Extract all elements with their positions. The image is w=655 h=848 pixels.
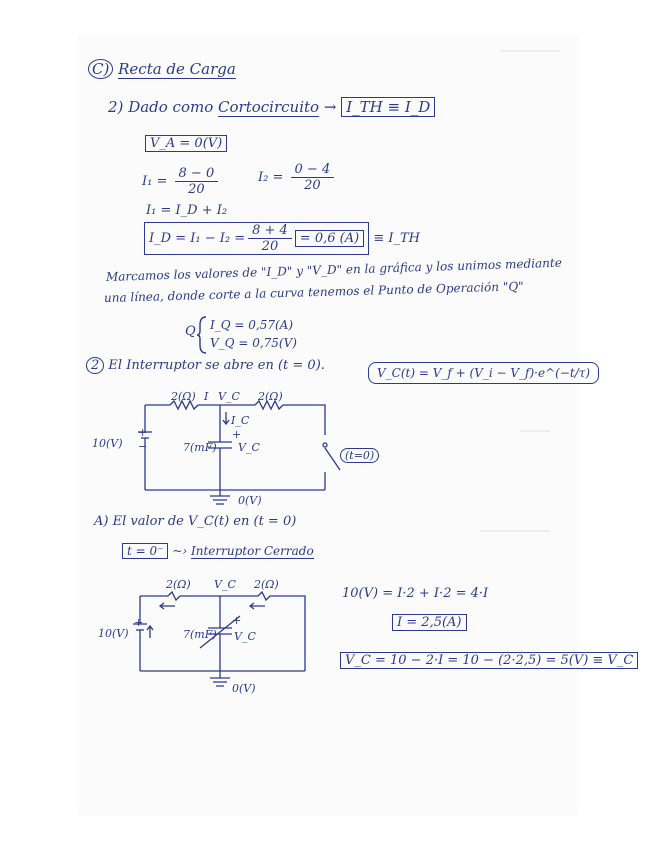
c1-minus-source: − <box>138 440 148 453</box>
paragraph-line-2: una línea, donde corte a la curva tenemos el Punto de Operación "Q" <box>103 279 524 305</box>
id-equivalence: ≡ I_TH <box>373 231 420 246</box>
bleed-through-mark <box>480 530 550 532</box>
id-fraction <box>248 223 292 254</box>
problem-2-text: El Interruptor se abre en <box>108 358 274 373</box>
c2-r-right: 2(Ω) <box>254 578 279 591</box>
c2-ground-label: 0(V) <box>232 682 256 695</box>
bleed-through-mark <box>500 50 560 52</box>
part-a-line <box>94 514 296 529</box>
step-2-line <box>108 98 435 116</box>
step-2-word: Cortocircuito <box>218 98 320 116</box>
calc-eq-2: I = 2,5(A) <box>392 614 467 631</box>
paragraph-line-1: Marcamos los valores de "I_D" y "V_D" en la gráfica y los unimos mediante <box>105 255 563 284</box>
id-lhs: I_D = I₁ − I₂ = <box>149 231 246 246</box>
c1-r-left: 2(Ω) <box>171 390 196 403</box>
i2-lhs: I₂ = <box>258 170 284 185</box>
id-result: = 0,6 (A) <box>295 230 364 247</box>
i2-numerator: 0 − 4 <box>291 162 335 178</box>
calc-eq-3: V_C = 10 − 2·I = 10 − (2·2,5) = 5(V) ≡ V_C <box>340 652 638 669</box>
q-current: I_Q = 0,57(A) <box>210 318 294 332</box>
c1-cap-label: 7(mF) <box>183 441 217 454</box>
c1-ic-label: I_C <box>231 414 250 427</box>
c2-cap-label: 7(mF) <box>183 628 217 641</box>
c2-r-left: 2(Ω) <box>166 578 191 591</box>
i1-denominator: 20 <box>188 182 205 197</box>
section-c-title: Recta de Carga <box>118 60 236 78</box>
arrow-icon: → <box>323 98 337 116</box>
bleed-through-mark <box>520 430 550 432</box>
part-a-label: A) <box>94 514 109 529</box>
c1-plus-cap: + <box>232 428 242 441</box>
c1-r-right: 2(Ω) <box>258 390 283 403</box>
c1-i-label: I <box>204 390 209 403</box>
c1-plus-source: + <box>138 426 148 439</box>
calc-eq-1: 10(V) = I·2 + I·2 = 4·I <box>342 586 489 601</box>
problem-2-line <box>86 358 325 373</box>
c2-source-label: 10(V) <box>98 627 129 640</box>
c1-cap-v: V_C <box>238 441 260 454</box>
va-equation: V_A = 0(V) <box>145 135 227 152</box>
c1-source-label: 10(V) <box>92 437 123 450</box>
part-a-state-line <box>122 544 314 558</box>
i1-sum-equation: I₁ = I_D + I₂ <box>146 203 228 218</box>
q-voltage: V_Q = 0,75(V) <box>210 336 297 350</box>
c2-plus-cap: + <box>232 614 242 627</box>
c1-switch-label: (t=0) <box>340 448 379 463</box>
id-equation-box <box>144 222 369 255</box>
i2-denominator: 20 <box>304 178 321 193</box>
part-a-text: El valor de V_C(t) en (t = 0) <box>112 514 297 529</box>
c2-cap-v: V_C <box>234 630 256 643</box>
part-a-state: Interruptor Cerrado <box>191 544 314 558</box>
step-2-text: Dado como <box>128 98 214 116</box>
i2-equation <box>258 162 337 193</box>
step-2-number: 2) <box>108 98 124 116</box>
part-a-t0minus: t = 0⁻ <box>122 543 168 559</box>
circuit-2 <box>100 586 320 696</box>
q-brace <box>196 315 208 355</box>
tilde-arrow-icon: ~› <box>172 544 188 558</box>
c2-plus-source: + <box>134 616 144 629</box>
vc-formula: V_C(t) = V_f + (V_i − V_f)·e^(−t/τ) <box>368 362 599 384</box>
step-2-result: I_TH ≡ I_D <box>341 97 435 117</box>
i1-fraction <box>175 166 219 197</box>
i1-lhs: I₁ = <box>142 174 168 189</box>
c2-vc-label: V_C <box>214 578 236 591</box>
problem-2-number: 2 <box>86 357 104 374</box>
q-label: Q <box>185 324 196 339</box>
section-c-header <box>88 60 236 78</box>
c1-vc-label: V_C <box>218 390 240 403</box>
c1-ground-label: 0(V) <box>238 494 262 507</box>
i1-equation <box>142 166 221 197</box>
id-equation <box>144 222 420 255</box>
id-numerator: 8 + 4 <box>248 223 292 239</box>
section-c-label: C) <box>88 59 113 79</box>
i1-numerator: 8 − 0 <box>175 166 219 182</box>
i2-fraction <box>291 162 335 193</box>
problem-2-t0: (t = 0). <box>277 358 325 373</box>
id-denominator: 20 <box>261 239 279 254</box>
